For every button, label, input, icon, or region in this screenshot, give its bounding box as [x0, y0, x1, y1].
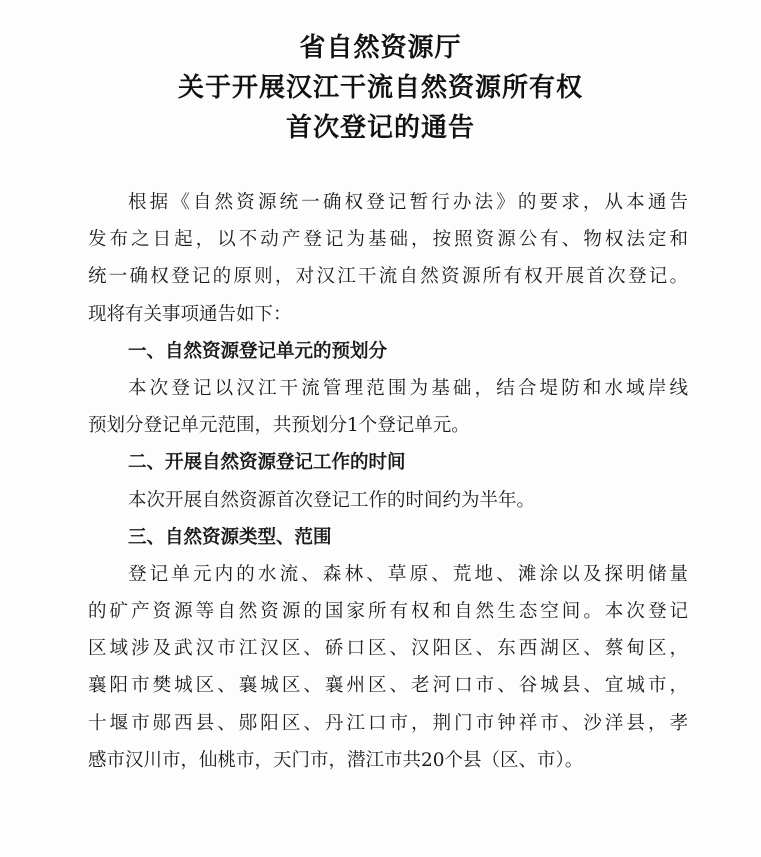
- document-title: [0, 28, 761, 148]
- section-3-text-line: 登记单元内的水流、森林、草原、荒地、滩涂以及探明储量: [128, 563, 688, 585]
- paragraph-intro-line: 现将有关事项通告如下：: [88, 303, 292, 325]
- title-line-3: 首次登记的通告: [285, 113, 475, 143]
- paragraph-intro-line: 根据《自然资源统一确权登记暂行办法》的要求，从本通告: [128, 192, 688, 213]
- section-3-text-line: 感市汉川市，仙桃市，天门市，潜江市共20个县（区、市）。: [88, 749, 584, 771]
- section-1-text-line: 预划分登记单元范围，共预划分1个登记单元。: [88, 415, 470, 437]
- section-2-text-line: 本次开展自然资源首次登记工作的时间约为半年。: [128, 489, 536, 511]
- section-3-text-line: 襄阳市樊城区、襄城区、襄州区、老河口市、谷城县、宜城市，: [88, 675, 688, 697]
- paragraph-intro-line: 统一确权登记的原则，对汉江干流自然资源所有权开展首次登记。: [88, 266, 688, 288]
- title-line-1: 省自然资源厅: [299, 33, 462, 63]
- section-3-text-line: 区域涉及武汉市江汉区、硚口区、汉阳区、东西湖区、蔡甸区，: [88, 638, 688, 660]
- title-line-2: 关于开展汉江干流自然资源所有权: [177, 73, 583, 103]
- section-3-text-line: 的矿产资源等自然资源的国家所有权和自然生态空间。本次登记: [88, 601, 688, 623]
- section-heading-2: 二、开展自然资源登记工作的时间: [128, 452, 406, 474]
- paragraph-intro-line: 发布之日起，以不动产登记为基础，按照资源公有、物权法定和: [88, 229, 688, 251]
- section-1-text-line: 本次登记以汉江干流管理范围为基础，结合堤防和水域岸线: [128, 377, 688, 399]
- section-3-text-line: 十堰市郧西县、郧阳区、丹江口市，荆门市钟祥市、沙洋县，孝: [88, 712, 688, 734]
- section-heading-3: 三、自然资源类型、范围: [128, 526, 332, 548]
- section-heading-1: 一、自然资源登记单元的预划分: [128, 340, 388, 362]
- document-body: [88, 184, 688, 779]
